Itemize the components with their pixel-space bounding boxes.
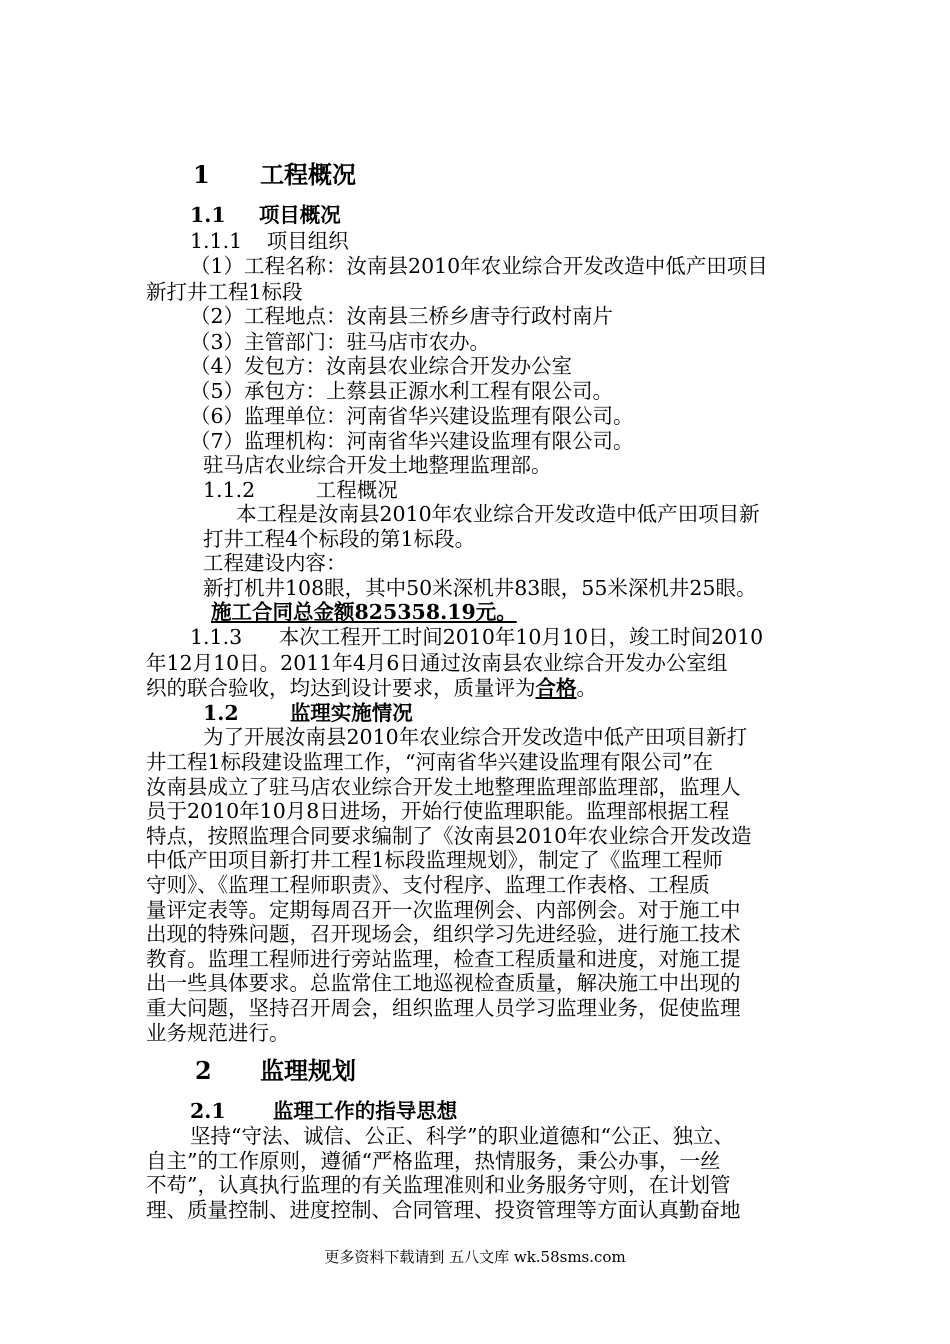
section-title: 监理规划 — [260, 1056, 357, 1085]
schedule-text-line3 — [146, 675, 597, 701]
impl-line: 员于2010年10月8日进场，开始行使监理职能。监理部根据工程 — [146, 799, 730, 823]
org-line: 新打井工程1标段 — [146, 280, 303, 304]
guide-line: 坚持“守法、诚信、公正、科学”的职业道德和“公正、独立、 — [190, 1124, 734, 1148]
impl-line: 井工程1标段建设监理工作，“河南省华兴建设监理有限公司”在 — [146, 750, 714, 774]
section-number: 1.2 — [203, 701, 239, 725]
guide-line: 理、质量控制、进度控制、合同管理、投资管理等方面认真勤奋地 — [146, 1198, 741, 1222]
section-1-1-2-heading — [203, 477, 398, 503]
section-number: 2.1 — [190, 1099, 226, 1123]
org-line: （7）监理机构：河南省华兴建设监理有限公司。 — [190, 429, 634, 453]
section-2-1-heading — [190, 1098, 457, 1124]
org-line: （1）工程名称：汝南县2010年农业综合开发改造中低产田项目 — [190, 254, 768, 278]
schedule-text: 本次工程开工时间2010年10月10日，竣工时间2010 — [278, 625, 764, 649]
section-number: 1.1.1 — [190, 229, 243, 253]
section-title: 监理工作的指导思想 — [272, 1099, 458, 1123]
impl-line: 量评定表等。定期每周召开一次监理例会、内部例会。对于施工中 — [146, 898, 741, 922]
section-2-heading — [195, 1056, 356, 1086]
impl-line: 特点，按照监理合同要求编制了《汝南县2010年农业综合开发改造 — [146, 824, 752, 848]
overview-line: 新打机井108眼，其中50米深机井83眼，55米深机井25眼。 — [203, 576, 757, 600]
quality-grade: 合格 — [535, 676, 577, 700]
section-1-heading — [193, 160, 356, 190]
impl-line: 守则》、《监理工程师职责》、支付程序、监理工作表格、工程质 — [146, 873, 710, 897]
section-number: 1.1.3 — [190, 625, 243, 649]
org-line: （2）工程地点：汝南县三桥乡唐寺行政村南片 — [190, 304, 614, 328]
section-number: 1.1 — [190, 203, 226, 227]
section-title: 工程概况 — [260, 160, 357, 189]
impl-line: 出现的特殊问题，召开现场会，组织学习先进经验，进行施工技术 — [146, 922, 741, 946]
overview-line: 打井工程4个标段的第1标段。 — [203, 527, 476, 551]
impl-line: 汝南县成立了驻马店农业综合开发土地整理监理部监理部，监理人 — [146, 775, 741, 799]
section-title: 工程概况 — [315, 478, 398, 502]
contract-amount: 施工合同总金额825358.19元。 — [211, 600, 517, 624]
schedule-text: 织的联合验收，均达到设计要求，质量评为 — [146, 676, 536, 700]
section-1-1-1-heading — [190, 228, 349, 254]
guide-line: 自主”的工作原则，遵循“严格监理，热情服务，秉公办事，一丝 — [146, 1149, 721, 1173]
section-title: 项目组织 — [266, 229, 349, 253]
impl-line: 教育。监理工程师进行旁站监理，检查工程质量和进度，对施工提 — [146, 947, 741, 971]
guide-line: 不苟”，认真执行监理的有关监理准则和业务服务守则，在计划管 — [146, 1173, 731, 1197]
impl-line: 重大问题，坚持召开周会，组织监理人员学习监理业务，促使监理 — [146, 996, 741, 1020]
org-line: 驻马店农业综合开发土地整理监理部。 — [203, 453, 552, 477]
schedule-text: 年12月10日。2011年4月6日通过汝南县农业综合开发办公室组 — [146, 651, 728, 675]
impl-line: 业务规范进行。 — [146, 1021, 290, 1045]
impl-line: 中低产田项目新打井工程1标段监理规划》，制定了《监理工程师 — [146, 848, 723, 872]
org-line: （5）承包方：上蔡县正源水利工程有限公司。 — [190, 379, 614, 403]
section-number: 1.1.2 — [203, 478, 256, 502]
schedule-end: 。 — [576, 676, 597, 700]
org-line: （4）发包方：汝南县农业综合开发办公室 — [190, 354, 573, 378]
overview-line: 本工程是汝南县2010年农业综合开发改造中低产田项目新 — [236, 502, 760, 526]
org-line: （3）主管部门：驻马店市农办。 — [190, 330, 491, 354]
org-line: （6）监理单位：河南省华兴建设监理有限公司。 — [190, 404, 634, 428]
section-number: 2 — [195, 1056, 212, 1085]
page-footer: 更多资料下载请到 五八文库 wk.58sms.com — [324, 1248, 626, 1266]
section-1-1-3-line — [190, 624, 763, 650]
impl-line: 为了开展汝南县2010年农业综合开发改造中低产田项目新打 — [203, 725, 748, 749]
section-title: 监理实施情况 — [289, 701, 413, 725]
overview-line: 工程建设内容： — [203, 551, 347, 575]
section-1-1-heading — [190, 202, 341, 228]
section-title: 项目概况 — [258, 203, 341, 227]
section-number: 1 — [193, 160, 210, 189]
impl-line: 出一些具体要求。总监常住工地巡视检查质量，解决施工中出现的 — [146, 971, 741, 995]
section-1-2-heading — [203, 700, 413, 726]
